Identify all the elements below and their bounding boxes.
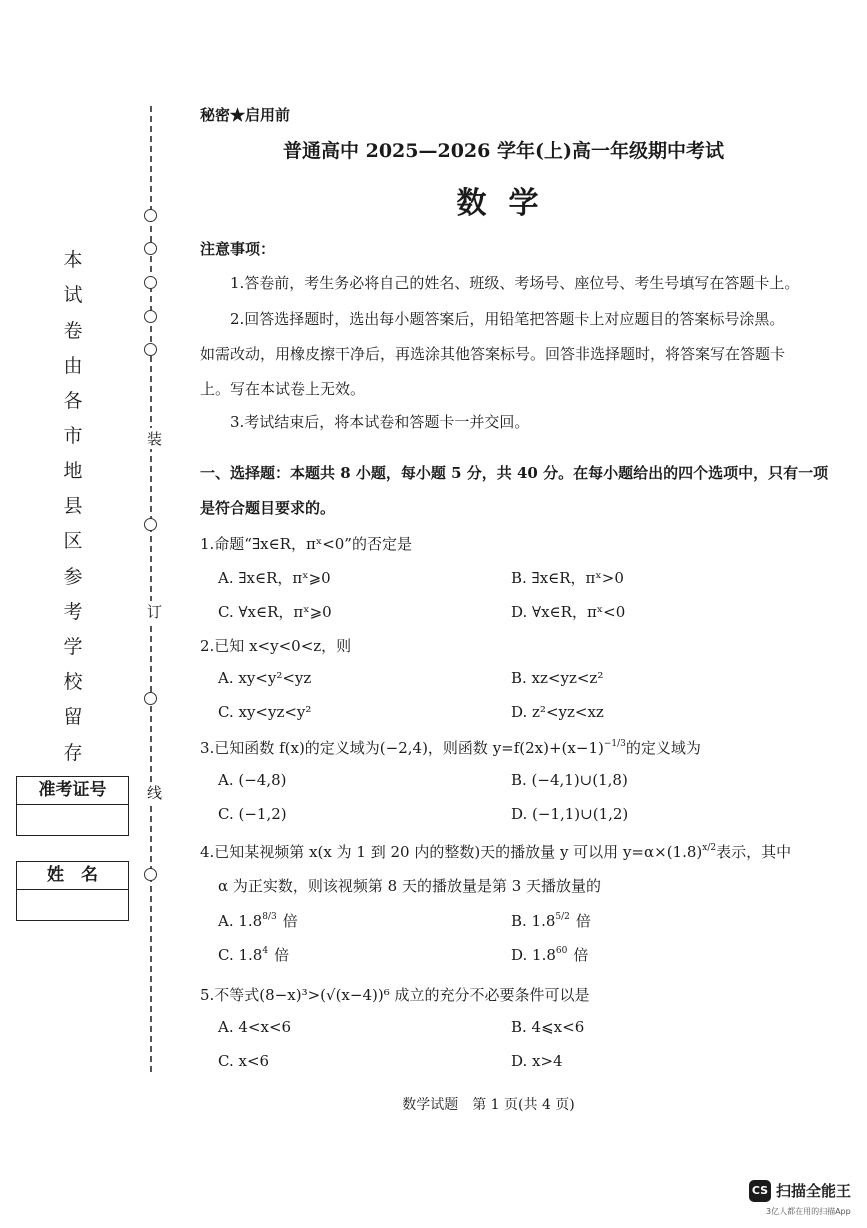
q4-stem-main: 4.已知某视频第 x(x 为 1 到 20 内的整数)天的播放量 y 可以用 y=α×(1.8) [200,843,703,861]
q4-b-unit: 倍 [575,912,591,930]
binding-hole [144,343,157,356]
watermark-subtitle: 3亿人都在用的扫描App [766,1207,851,1216]
q3-option-b[interactable]: B. (−4,1)∪(1,8) [511,771,628,789]
side-notice-char: 由 [63,355,83,377]
notes-item: 2.回答选择题时，选出每小题答案后，用铅笔把答题卡上对应题目的答案标号涂黑。 [230,310,785,328]
q1-option-b[interactable]: B. ∃x∈R，πˣ>0 [511,569,624,587]
q5-option-a[interactable]: A. 4<x<6 [218,1018,292,1036]
q2-option-b[interactable]: B. xz<yz<z² [511,669,604,687]
q1-option-a[interactable]: A. ∃x∈R，πˣ⩾0 [218,569,331,587]
q4-stem-exponent: x/2 [702,843,717,853]
name-field[interactable] [17,890,128,919]
q5-option-b[interactable]: B. 4⩽x<6 [511,1018,585,1036]
name-box [16,861,129,921]
q4-a-base: A. 1.8 [218,912,263,930]
exam-title: 普通高中 2025—2026 学年(上)高一年级期中考试 [283,140,724,162]
q4-b-exponent: 5/2 [555,912,570,922]
q4-option-c[interactable] [218,944,289,965]
q4-b-base: B. 1.8 [511,912,556,930]
notes-item: 3.考试结束后，将本试卷和答题卡一并交回。 [230,413,530,431]
q4-stem-tail: 表示，其中 [716,843,792,861]
side-notice-char: 县 [63,495,83,517]
q4-d-exponent: 60 [555,946,568,956]
watermark-name: 扫描全能王 [776,1182,852,1200]
binding-hole [144,310,157,323]
q4-c-base: C. 1.8 [218,946,263,964]
binding-hole [144,276,157,289]
side-notice-char: 存 [63,742,83,764]
side-notice-char: 考 [63,601,83,623]
question-3-stem [200,737,701,758]
side-notice-char: 试 [63,284,83,306]
q4-option-d[interactable] [511,944,588,965]
side-notice-char: 留 [63,706,83,728]
q3-stem-tail: 的定义域为 [625,739,701,757]
binding-hole [144,242,157,255]
q2-option-d[interactable]: D. z²<yz<xz [511,703,604,721]
question-2-stem: 2.已知 x<y<0<z，则 [200,637,352,655]
side-notice-char: 地 [63,460,83,482]
side-notice-char: 区 [63,530,83,552]
question-5-stem: 5.不等式(8−x)³>(√(x−4))⁶ 成立的充分不必要条件可以是 [200,986,590,1004]
q4-a-exponent: 8/3 [262,912,277,922]
q4-d-base: D. 1.8 [511,946,556,964]
side-notice-char: 参 [63,566,83,588]
question-4-stem-cont: α 为正实数，则该视频第 8 天的播放量是第 3 天播放量的 [218,877,602,895]
q3-stem-exponent: −1/3 [603,739,626,749]
side-notice-char: 市 [63,425,83,447]
side-notice-char: 各 [63,390,83,412]
q2-option-a[interactable]: A. xy<y²<yz [218,669,312,687]
camscanner-logo-icon: CS [749,1180,771,1202]
side-notice-char: 学 [63,636,83,658]
section-heading: 一、选择题：本题共 8 小题，每小题 5 分，共 40 分。在每小题给出的四个选项中，只有一项 [200,464,829,482]
q4-c-exponent: 4 [262,946,269,956]
q3-option-c[interactable]: C. (−1,2) [218,805,287,823]
notes-item: 如需改动，用橡皮擦干净后，再选涂其他答案标号。回答非选择题时，将答案写在答题卡 [200,345,786,363]
binding-hole [144,518,157,531]
q1-option-c[interactable]: C. ∀x∈R，πˣ⩾0 [218,603,332,621]
question-4-stem [200,841,791,862]
side-notice-char: 校 [63,671,83,693]
binding-hole [144,692,157,705]
q4-option-b[interactable] [511,910,591,931]
bind-char-zhuang: 装 [147,430,163,448]
q3-option-d[interactable]: D. (−1,1)∪(1,2) [511,805,629,823]
q5-option-d[interactable]: D. x>4 [511,1052,563,1070]
notes-heading: 注意事项： [200,240,276,258]
side-notice-char: 卷 [63,320,83,342]
secret-label: 秘密★启用前 [200,106,291,124]
bind-char-ding: 订 [147,603,163,621]
notes-item: 上。写在本试卷上无效。 [200,380,366,398]
q2-option-c[interactable]: C. xy<yz<y² [218,703,312,721]
q4-option-a[interactable] [218,910,298,931]
name-label: 姓 名 [17,862,128,890]
notes-item: 1.答卷前，考生务必将自己的姓名、班级、考场号、座位号、考生号填写在答题卡上。 [230,274,800,292]
q4-a-unit: 倍 [282,912,298,930]
bind-char-xian: 线 [147,784,163,802]
subject-title: 数学 [456,186,561,221]
admission-number-label: 准考证号 [17,777,128,805]
q3-option-a[interactable]: A. (−4,8) [218,771,287,789]
question-1-stem: 1.命题“∃x∈R，πˣ<0”的否定是 [200,535,412,553]
admission-number-box [16,776,129,836]
q5-option-c[interactable]: C. x<6 [218,1052,270,1070]
q3-stem-main: 3.已知函数 f(x)的定义域为(−2,4)，则函数 y=f(2x)+(x−1) [200,739,604,757]
admission-number-field[interactable] [17,805,128,834]
page-footer: 数学试题 第 1 页(共 4 页) [402,1097,575,1113]
q1-option-d[interactable]: D. ∀x∈R，πˣ<0 [511,603,626,621]
binding-hole [144,868,157,881]
q4-c-unit: 倍 [274,946,290,964]
side-notice-char: 本 [63,249,83,271]
section-heading-cont: 是符合题目要求的。 [200,499,336,517]
q4-d-unit: 倍 [573,946,589,964]
